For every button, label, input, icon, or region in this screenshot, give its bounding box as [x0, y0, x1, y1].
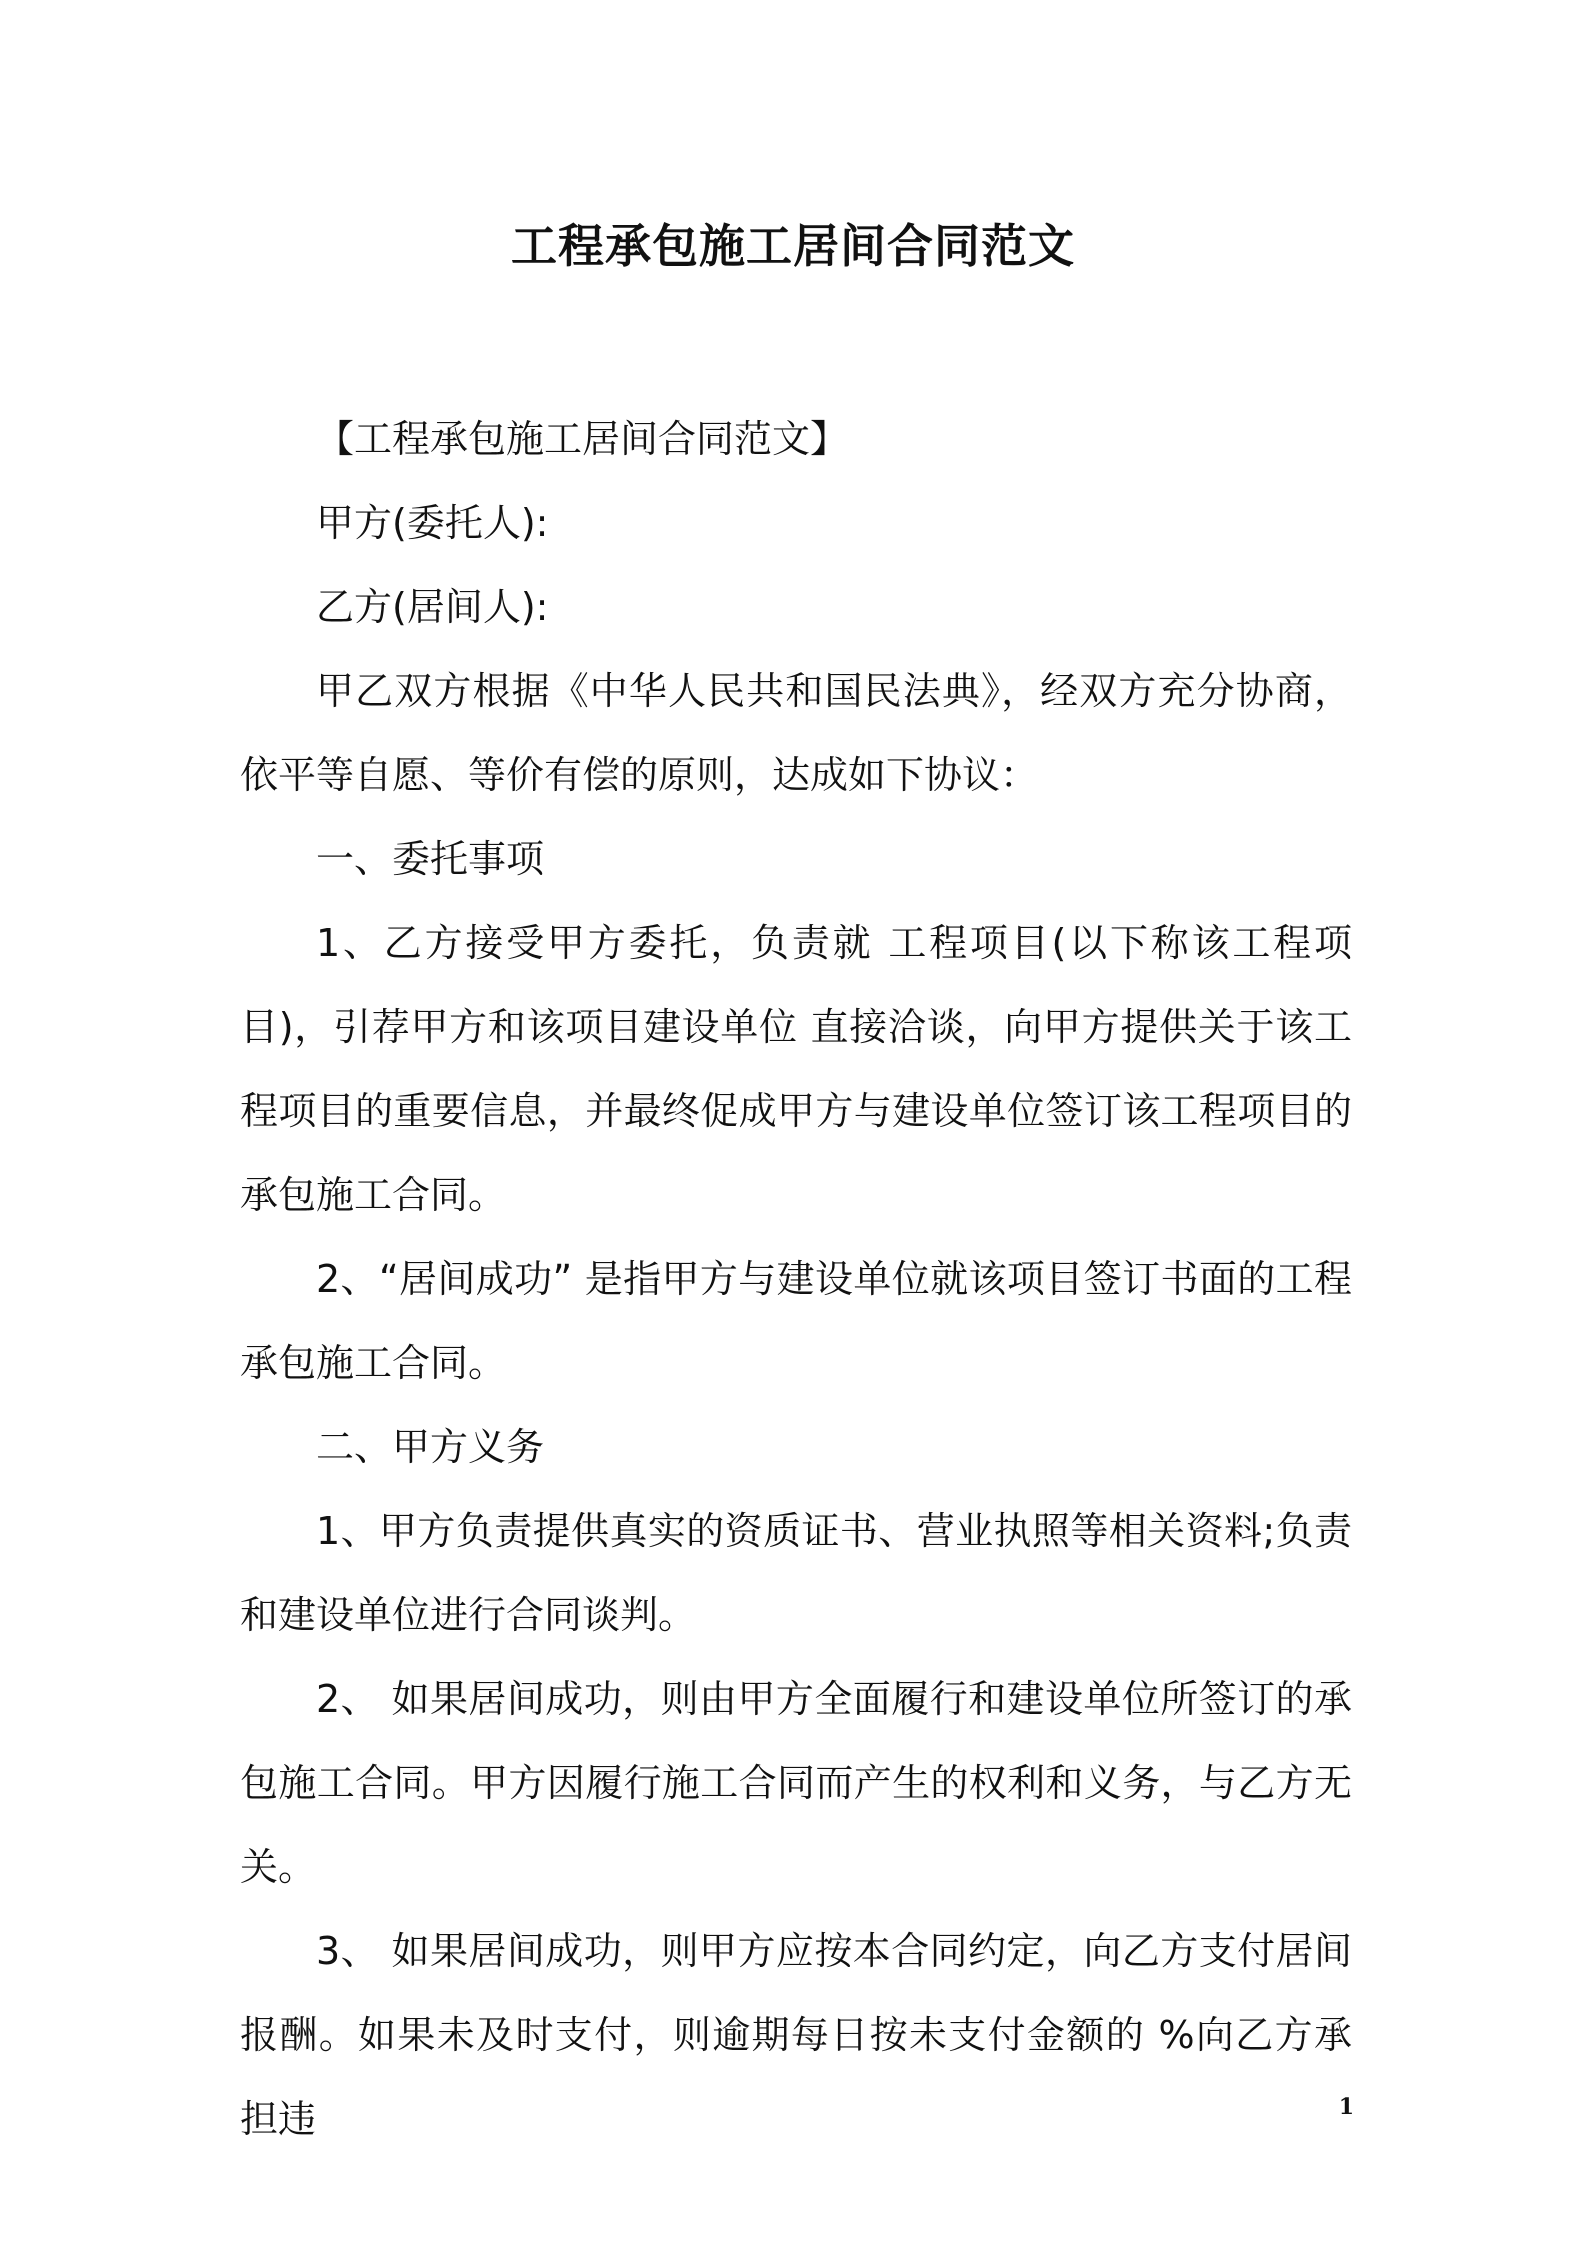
document-body	[240, 397, 1352, 2161]
section-heading-entrusted-matters: 一、委托事项	[316, 837, 545, 881]
paragraph-preamble: 甲乙双方根据《中华人民共和国民法典》，经双方充分协商，依平等自愿、等价有偿的原则，达成如下协议：	[240, 669, 1352, 797]
paragraph-party-a: 甲方(委托人):	[316, 501, 549, 545]
page-number: 1	[1338, 2094, 1354, 2120]
paragraph-heading: 【工程承包施工居间合同范文】	[316, 417, 849, 461]
paragraph-clause-2-2: 2、 如果居间成功，则由甲方全面履行和建设单位所签订的承包施工合同。甲方因履行施工合同而产生的权利和义务，与乙方无关。	[240, 1677, 1352, 1889]
document-title: 工程承包施工居间合同范文	[511, 219, 1075, 273]
paragraph-clause-1-1: 1、乙方接受甲方委托，负责就 工程项目(以下称该工程项目)，引荐甲方和该项目建设单位 直接洽谈，向甲方提供关于该工程项目的重要信息，并最终促成甲方与建设单位签订该工程项目的承包施工合同。	[240, 921, 1352, 1217]
section-heading-party-a-obligations: 二、甲方义务	[316, 1425, 545, 1469]
paragraph-clause-1-2: 2、“居间成功” 是指甲方与建设单位就该项目签订书面的工程承包施工合同。	[240, 1257, 1352, 1385]
paragraph-party-b: 乙方(居间人):	[316, 585, 549, 629]
paragraph-clause-2-1: 1、甲方负责提供真实的资质证书、营业执照等相关资料;负责和建设单位进行合同谈判。	[240, 1509, 1352, 1637]
paragraph-clause-2-3: 3、 如果居间成功，则甲方应按本合同约定，向乙方支付居间报酬。如果未及时支付，则逾期每日按未支付金额的 %向乙方承担违	[240, 1929, 1352, 2141]
